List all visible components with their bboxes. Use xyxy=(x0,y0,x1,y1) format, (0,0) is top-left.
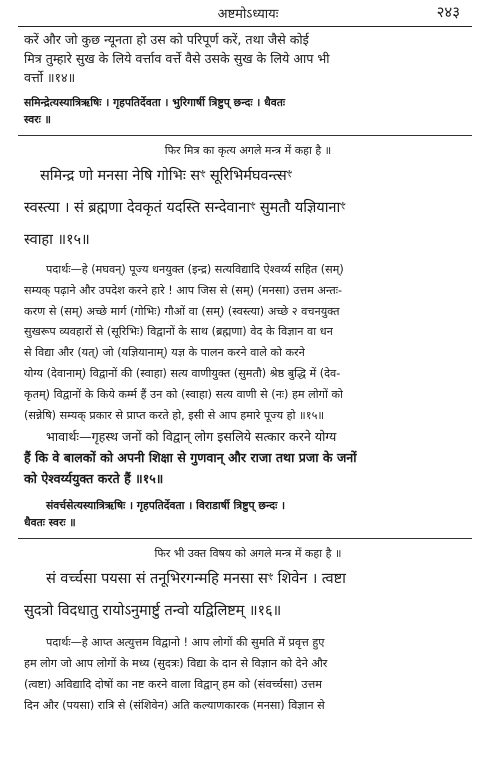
text-line: मित्र तुम्हारे सुख के लिये वर्त्ताव वर्त्ते वैसे उसके सुख के लिये आप भी xyxy=(24,51,330,66)
text-line: से विद्या और (यत्) जो (यज्ञियानाम्) यज्ञ के पालन करने वाले को करने xyxy=(24,346,305,360)
text-line: सम्यक् पढ़ाने और उपदेश करने हारे ! आप जिस से (सम्) (मनसा) उत्तम अन्तः- xyxy=(24,283,343,297)
page-header xyxy=(24,0,472,26)
meta-block-1 xyxy=(24,94,472,128)
mantra-line: स्वस्त्या । सं ब्रह्मणा देवकृतं यदस्ति सन्देवानाꣳ सुमतौ यज्ञियानाꣳ xyxy=(24,199,346,216)
mantra-line: समिन्द्र णो मनसा नेषि गोभिः सꣳ सूरिभिर्मघवन्त्सꣳ xyxy=(40,167,293,184)
mantra-16 xyxy=(24,563,472,627)
text-line: हैं कि वे बालकों को अपनी शिक्षा से गुणवान् और राजा तथा प्रजा के जनों xyxy=(24,450,357,466)
text-line: को ऐश्वर्य्ययुक्त करते हैं ॥१५॥ xyxy=(24,471,164,487)
text-line: (सन्नेषि) सम्यक् प्रकार से प्राप्त करते हो, इसी से आप हमारे पूज्य हो ॥१५॥ xyxy=(24,408,325,422)
text-line: पदार्थः—हे आप्त अत्युत्तम विद्वानो ! आप लोगों की सुमति में प्रवृत्त हुए xyxy=(46,636,325,650)
mantra-line: सं वर्च्चसा पयसा सं तनूभिरगन्महि मनसा सꣳ शिवेन । त्वष्टा xyxy=(46,570,346,588)
meta-line: समिन्द्रेत्यस्यात्रिऋषिः । गृहपतिर्देवता । भुरिगार्षी त्रिष्टुप् छन्दः । धैवतः xyxy=(24,96,286,109)
padartha-15 xyxy=(24,260,472,426)
text-line: कृतम्) विद्वानों के किये कर्म्म हैं उन को (स्वाहा) सत्य वाणी से (नः) हम लोगों को xyxy=(24,387,343,401)
top-paragraph xyxy=(24,30,472,87)
meta-block-2 xyxy=(24,497,472,531)
header-rule xyxy=(18,26,472,27)
meta-line: संवर्चसेत्यस्यात्रिऋषिः । गृहपतिर्देवता । विराडार्षी त्रिष्टुप् छन्दः । xyxy=(46,499,286,513)
text-line: हम लोग जो आप लोगों के मध्य (सुदत्रः) विद्या के दान से विज्ञान को देने और xyxy=(24,657,328,671)
meta-line: स्वरः ॥ xyxy=(24,113,52,126)
meta-line: धैवतः स्वरः ॥ xyxy=(24,516,76,530)
text-line: करें और जो कुछ न्यूनता हो उस को परिपूर्ण करें, तथा जैसे कोई xyxy=(24,32,309,47)
text-line: योग्य (देवानाम्) विद्वानों की (स्वाहा) सत्य वाणीयुक्त (सुमतौ) श्रेष्ठ बुद्धि में (देव- xyxy=(24,366,341,380)
mantra-line: स्वाहा ॥१५॥ xyxy=(24,231,90,248)
text-line: वर्त्तो ॥१४॥ xyxy=(24,70,76,85)
section-divider xyxy=(18,538,472,539)
mantra-intro: फिर मित्र का कृत्य अगले मन्त्र में कहा है ॥ xyxy=(164,144,332,157)
text-line: पदार्थः—हे (मघवन्) पूज्य धनयुक्त (इन्द्र) सत्यविद्यादि ऐश्वर्य्य सहित (सम्) xyxy=(46,263,344,276)
page-number: २४३ xyxy=(436,3,460,21)
text-line: करण से (सम्) अच्छे मार्ग (गोभिः) गौओं वा (सम्) (स्वस्त्या) अच्छे २ वचनयुक्त xyxy=(24,304,340,318)
text-line: सुखरूप व्यवहारों से (सूरिभिः) विद्वानों के साथ (ब्रह्मणा) वेद के विज्ञान वा धन xyxy=(24,325,333,339)
text-line: दिन और (पयसा) रात्रि से (संशिवेन) अति कल्याणकारक (मनसा) विज्ञान से xyxy=(24,698,325,712)
padartha-16 xyxy=(24,633,472,716)
mantra-intro: फिर भी उक्त विषय को अगले मन्त्र में कहा है ॥ xyxy=(154,547,342,561)
mantra-line: सुदत्रो विदधातु रायोऽनुमार्ष्टु तन्वो यद्विलिष्टम् ॥१६॥ xyxy=(24,602,282,620)
text-line: (त्वष्टा) अविद्यादि दोषों का नष्ट करने वाला विद्वान् हम को (संवर्च्चसा) उत्तम xyxy=(24,677,322,691)
bhavartha-15 xyxy=(24,426,472,489)
mantra-15 xyxy=(24,160,472,256)
section-divider xyxy=(18,135,472,136)
chapter-title: अष्टमोऽध्यायः xyxy=(217,7,279,22)
text-line: भावार्थः—गृहस्थ जनों को विद्वान् लोग इसलिये सत्कार करने योग्य xyxy=(46,429,337,445)
